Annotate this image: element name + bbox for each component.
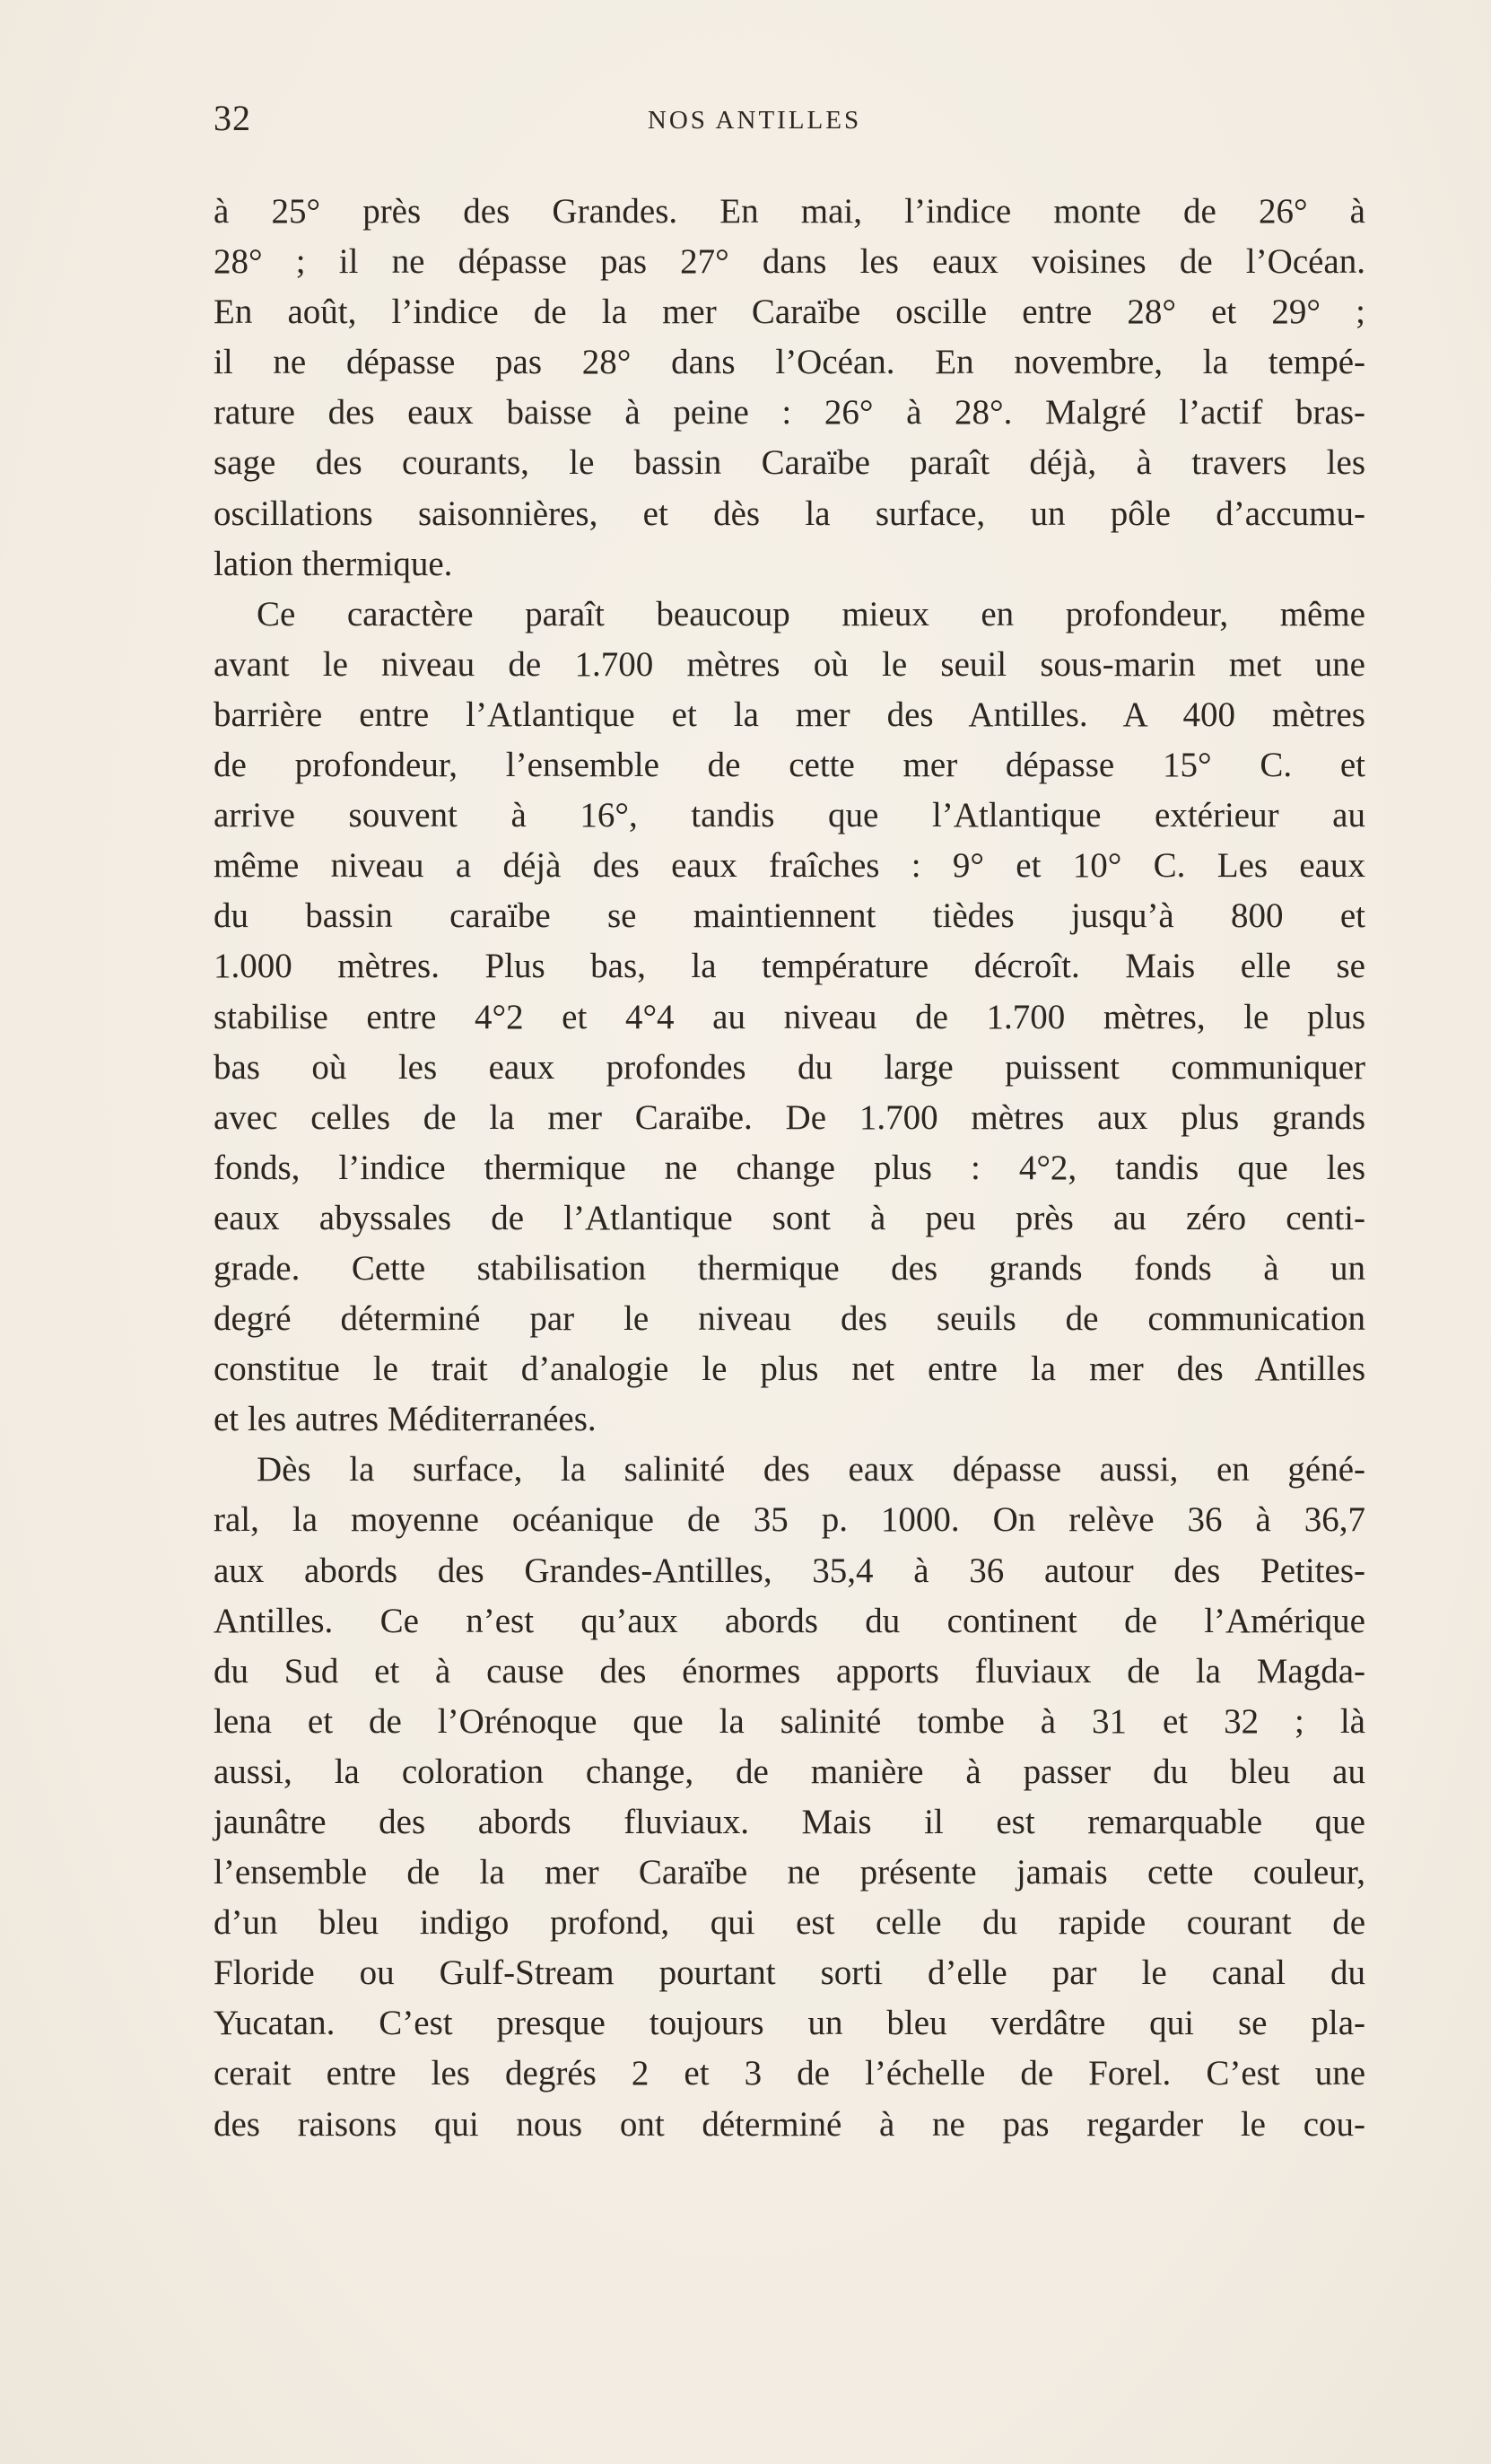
text-line: 1.000 mètres. Plus bas, la température décroît. Mais elle se bbox=[214, 947, 1365, 986]
text-line: même niveau a déjà des eaux fraîches : 9° et 10° C. Les eaux bbox=[214, 846, 1365, 886]
text-line: stabilise entre 4°2 et 4°4 au niveau de 1.700 mètres, le plus bbox=[214, 997, 1365, 1036]
text-line: Floride ou Gulf-Stream pourtant sorti d’elle par le canal du bbox=[214, 1953, 1365, 1993]
text-line: avec celles de la mer Caraïbe. De 1.700 mètres aux plus grands bbox=[214, 1097, 1365, 1137]
text-line: arrive souvent à 16°, tandis que l’Atlantique extérieur au bbox=[214, 796, 1365, 835]
page-number: 32 bbox=[214, 98, 251, 138]
text-line: cerait entre les degrés 2 et 3 de l’échelle de Forel. C’est une bbox=[214, 2054, 1365, 2093]
paragraph-start-line: Ce caractère paraît beaucoup mieux en profondeur, même bbox=[257, 594, 1365, 633]
text-line: à 25° près des Grandes. En mai, l’indice monte de 26° à bbox=[214, 192, 1365, 231]
text-line: avant le niveau de 1.700 mètres où le seuil sous-marin met une bbox=[214, 644, 1365, 684]
text-line: il ne dépasse pas 28° dans l’Océan. En novembre, la tempé- bbox=[214, 343, 1365, 382]
paragraph-start-line: Dès la surface, la salinité des eaux dépasse aussi, en géné- bbox=[257, 1450, 1365, 1490]
running-head: NOS ANTILLES bbox=[647, 106, 862, 135]
text-line: degré déterminé par le niveau des seuils de communication bbox=[214, 1299, 1365, 1339]
text-line: fonds, l’indice thermique ne change plus : 4°2, tandis que les bbox=[214, 1148, 1365, 1187]
text-line: grade. Cette stabilisation thermique des grands fonds à un bbox=[214, 1248, 1365, 1288]
body-text bbox=[214, 187, 1365, 2150]
text-line: des raisons qui nous ont déterminé à ne pas regarder le cou- bbox=[214, 2104, 1365, 2144]
text-line: lation thermique. bbox=[214, 544, 453, 583]
text-line: 28° ; il ne dépasse pas 27° dans les eaux voisines de l’Océan. bbox=[214, 242, 1365, 282]
text-line: oscillations saisonnières, et dès la surface, un pôle d’accumu- bbox=[214, 494, 1365, 533]
text-line: rature des eaux baisse à peine : 26° à 28°. Malgré l’actif bras- bbox=[214, 393, 1365, 433]
text-line: aux abords des Grandes-Antilles, 35,4 à 36 autour des Petites- bbox=[214, 1551, 1365, 1590]
text-line: d’un bleu indigo profond, qui est celle du rapide courant de bbox=[214, 1903, 1365, 1943]
text-line: Yucatan. C’est presque toujours un bleu verdâtre qui se pla- bbox=[214, 2004, 1365, 2043]
text-line: barrière entre l’Atlantique et la mer des Antilles. A 400 mètres bbox=[214, 695, 1365, 734]
text-line: Antilles. Ce n’est qu’aux abords du continent de l’Amérique bbox=[214, 1601, 1365, 1640]
text-line: du Sud et à cause des énormes apports fluviaux de la Magda- bbox=[214, 1651, 1365, 1691]
text-line: bas où les eaux profondes du large puissent communiquer bbox=[214, 1047, 1365, 1087]
text-line: En août, l’indice de la mer Caraïbe oscille entre 28° et 29° ; bbox=[214, 293, 1365, 332]
text-line: constitue le trait d’analogie le plus net entre la mer des Antilles bbox=[214, 1350, 1365, 1389]
text-line: et les autres Méditerranées. bbox=[214, 1400, 597, 1439]
text-line: de profondeur, l’ensemble de cette mer dépasse 15° C. et bbox=[214, 746, 1365, 785]
text-line: eaux abyssales de l’Atlantique sont à peu près au zéro centi- bbox=[214, 1198, 1365, 1237]
text-line: du bassin caraïbe se maintiennent tièdes jusqu’à 800 et bbox=[214, 896, 1365, 936]
text-line: jaunâtre des abords fluviaux. Mais il est remarquable que bbox=[214, 1803, 1365, 1841]
text-line: sage des courants, le bassin Caraïbe paraît déjà, à travers les bbox=[214, 443, 1365, 483]
text-line: ral, la moyenne océanique de 35 p. 1000. On relève 36 à 36,7 bbox=[214, 1500, 1365, 1540]
text-line: aussi, la coloration change, de manière à passer du bleu au bbox=[214, 1752, 1365, 1791]
text-line: l’ensemble de la mer Caraïbe ne présente jamais cette couleur, bbox=[214, 1853, 1365, 1892]
text-line: lena et de l’Orénoque que la salinité tombe à 31 et 32 ; là bbox=[214, 1701, 1365, 1741]
